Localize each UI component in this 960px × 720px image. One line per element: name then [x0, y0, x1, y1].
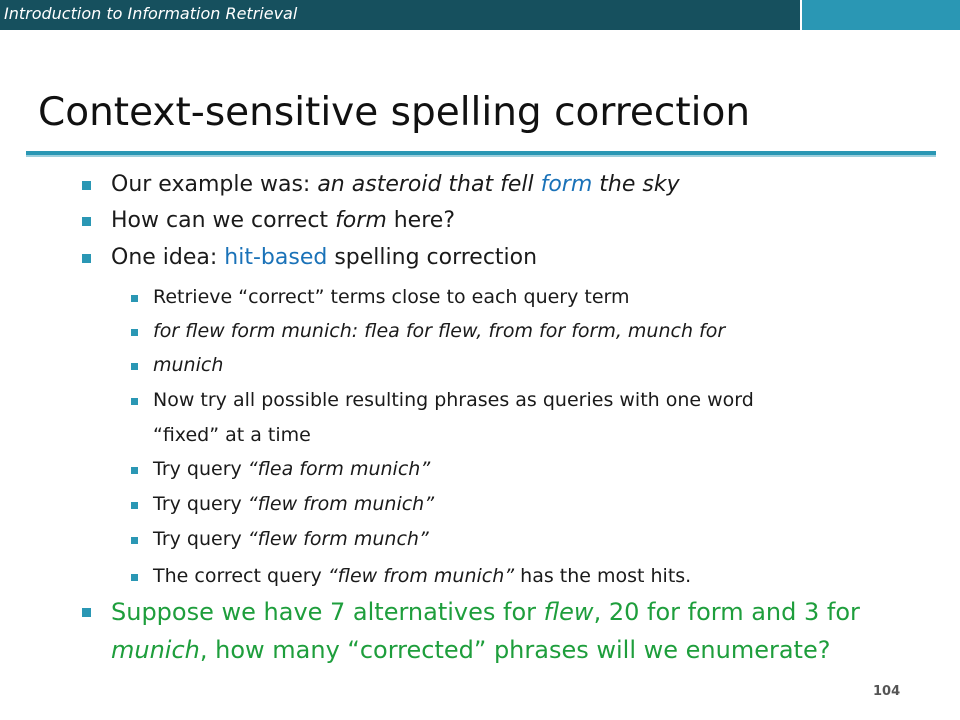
query-phrase: “flew from munich”: [327, 565, 515, 587]
question-emphasis: munich: [111, 636, 200, 664]
question-emphasis: flew: [543, 598, 594, 626]
subbullet-text: “fixed” at a time: [153, 424, 311, 446]
query-phrase: “flew from munich”: [247, 493, 435, 515]
subbullet-text: for flew form munich: flea for flew, from for form, munch for: [153, 320, 726, 342]
bullet-square-icon: [82, 608, 91, 617]
slide-title: Context-sensitive spelling correction: [38, 90, 751, 135]
subbullet-text: Try query: [153, 458, 248, 480]
subbullet-text: munich: [153, 354, 224, 376]
bullet-emphasis: form: [335, 208, 387, 233]
slide-number: 104: [873, 684, 901, 699]
bullet-square-icon: [131, 329, 138, 336]
bullet-square-icon: [131, 467, 138, 474]
query-phrase: “flew form munch”: [247, 528, 429, 550]
misspelled-word: form: [540, 172, 593, 197]
bullet-square-icon: [82, 254, 91, 263]
subbullet-text: Now try all possible resulting phrases as queries with one word: [153, 389, 754, 411]
bullet-square-icon: [131, 574, 138, 581]
subbullet-text: has the most hits.: [514, 565, 692, 587]
bullet-square-icon: [131, 398, 138, 405]
subbullet-text: Try query: [153, 493, 248, 515]
course-title: Introduction to Information Retrieval: [4, 4, 298, 23]
question-text: Suppose we have 7 alternatives for: [111, 598, 544, 626]
bullet-text: spelling correction: [327, 245, 538, 270]
subbullet-text: The correct query: [153, 565, 328, 587]
bullet-text: One idea:: [111, 245, 225, 270]
question-text: , 20 for form and 3 for: [593, 598, 860, 626]
subbullet-text: Try query: [153, 528, 248, 550]
bullet-text: here?: [386, 208, 455, 233]
example-query-text: the sky: [592, 172, 680, 197]
example-query-text: an asteroid that fell: [317, 172, 541, 197]
question-text: , how many “corrected” phrases will we enumerate?: [199, 636, 831, 664]
bullet-square-icon: [131, 363, 138, 370]
subbullet-text: Retrieve “correct” terms close to each query term: [153, 286, 630, 308]
bullet-square-icon: [131, 502, 138, 509]
bullet-square-icon: [131, 295, 138, 302]
hit-based-term: hit-based: [224, 245, 328, 270]
bullet-square-icon: [82, 181, 91, 190]
query-phrase: “flea form munich”: [247, 458, 431, 480]
bullet-square-icon: [82, 217, 91, 226]
bullet-square-icon: [131, 537, 138, 544]
bullet-text: Our example was:: [111, 172, 318, 197]
bullet-text: How can we correct: [111, 208, 336, 233]
